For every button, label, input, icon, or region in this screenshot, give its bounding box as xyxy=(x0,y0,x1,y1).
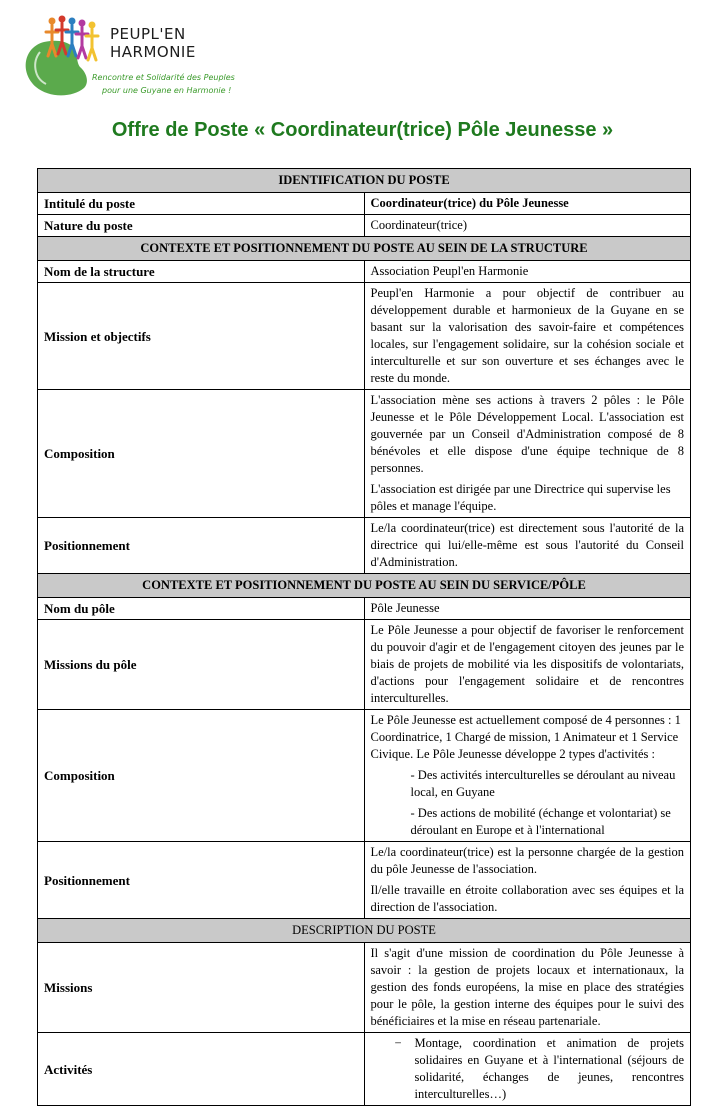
row-value xyxy=(364,1033,691,1106)
logo-emblem xyxy=(14,12,114,102)
section-row xyxy=(38,919,691,943)
section-contexte-service: CONTEXTE ET POSITIONNEMENT DU POSTE AU SEIN DU SERVICE/PÔLE xyxy=(38,574,691,598)
section-row xyxy=(38,237,691,261)
row-value xyxy=(364,842,691,919)
section-contexte-structure: CONTEXTE ET POSITIONNEMENT DU POSTE AU SEIN DE LA STRUCTURE xyxy=(38,237,691,261)
row-value: Il s'agit d'une mission de coordination du Pôle Jeunesse à savoir : la gestion de projets locaux et internationaux, la gestion des fonds européens, la mise en place des stratégies pour le pôle, la gestion interne des équipes pour le suivi des bénéficiaires et la mise en réseau partenariale. xyxy=(364,943,691,1033)
row-label: Intitulé du poste xyxy=(38,193,365,215)
table-row xyxy=(38,842,691,919)
row-value: Pôle Jeunesse xyxy=(364,598,691,620)
table-row xyxy=(38,598,691,620)
row-value: Peupl'en Harmonie a pour objectif de contribuer au développement durable et harmonieux de la Guyane en se basant sur la valorisation des savoir-faire et compétences locales, sur l'engagement solidaire, sur la cohésion sociale et interculturelle et sur son ouverture et ses échanges avec le reste du monde. xyxy=(364,283,691,390)
composition-intro: Le Pôle Jeunesse est actuellement composé de 4 personnes : 1 Coordinatrice, 1 Chargé de mission, 1 Animateur et 1 Service Civique. Le Pôle Jeunesse développe 2 types d'activités : xyxy=(370,713,681,761)
row-label: Nom de la structure xyxy=(38,261,365,283)
row-value: Association Peupl'en Harmonie xyxy=(364,261,691,283)
list-item: − Montage, coordination et animation de projets solidaires en Guyane et à l'international (séjours de solidarité, échanges de jeunes, rencontres interculturelles…) xyxy=(371,1035,685,1103)
list-item: - Des activités interculturelles se déroulant au niveau local, en Guyane xyxy=(410,768,676,799)
row-value xyxy=(364,390,691,518)
row-value: Coordinateur(trice) xyxy=(364,215,691,237)
row-label: Composition xyxy=(38,390,365,518)
composition-paragraph: L'association mène ses actions à travers 2 pôles : le Pôle Jeunesse et le Pôle Développement Local. L'association est gouvernée par un Conseil d'Administration composé de 8 bénévoles et elle dispose d'une équipe technique de 8 personnes. xyxy=(370,393,684,475)
row-value: Coordinateur(trice) du Pôle Jeunesse xyxy=(364,193,691,215)
row-label: Missions xyxy=(38,943,365,1033)
positionnement-paragraph: Il/elle travaille en étroite collaboration avec ses équipes et la direction de l'association. xyxy=(370,883,684,914)
row-value xyxy=(364,710,691,842)
row-value: Le Pôle Jeunesse a pour objectif de favoriser le renforcement du pouvoir d'agir et de l'engagement citoyen des jeunes par le biais de projets de mobilité via les dispositifs de volontariats, d'actions pour l'engagement solidaire et de rencontres interculturelles. xyxy=(364,620,691,710)
table-row xyxy=(38,193,691,215)
row-label: Missions du pôle xyxy=(38,620,365,710)
table-row xyxy=(38,518,691,574)
row-label: Mission et objectifs xyxy=(38,283,365,390)
row-label: Positionnement xyxy=(38,842,365,919)
row-label: Activités xyxy=(38,1033,365,1106)
table-row xyxy=(38,215,691,237)
positionnement-paragraph: Le/la coordinateur(trice) est la personne chargée de la gestion du pôle Jeunesse de l'association. xyxy=(370,845,684,876)
section-description: DESCRIPTION DU POSTE xyxy=(38,919,691,943)
logo-name-line2: HARMONIE xyxy=(110,43,196,61)
row-label: Positionnement xyxy=(38,518,365,574)
logo-tagline-1: Rencontre et Solidarité des Peuples xyxy=(92,73,235,82)
table-row xyxy=(38,390,691,518)
table-row xyxy=(38,261,691,283)
logo-name-line1: PEUPL'EN xyxy=(110,25,186,43)
section-identification: IDENTIFICATION DU POSTE xyxy=(38,169,691,193)
row-label: Nature du poste xyxy=(38,215,365,237)
table-row xyxy=(38,710,691,842)
section-row xyxy=(38,169,691,193)
row-label: Composition xyxy=(38,710,365,842)
table-row xyxy=(38,943,691,1033)
section-row xyxy=(38,574,691,598)
row-value: Le/la coordinateur(trice) est directement sous l'autorité de la directrice qui lui/elle-même est sous l'autorité du Conseil d'Administration. xyxy=(364,518,691,574)
list-item: - Des actions de mobilité (échange et volontariat) se déroulant en Europe et à l'international xyxy=(410,806,671,837)
page-title: Offre de Poste « Coordinateur(trice) Pôle Jeunesse » xyxy=(111,119,614,141)
job-offer-table xyxy=(37,168,691,1106)
table-row xyxy=(38,620,691,710)
organization-logo xyxy=(14,12,244,102)
table-row xyxy=(38,283,691,390)
logo-tagline-2: pour une Guyane en Harmonie ! xyxy=(102,86,232,95)
table-row xyxy=(38,1033,691,1106)
composition-paragraph: L'association est dirigée par une Directrice qui supervise les pôles et manage l'équipe. xyxy=(370,482,671,513)
row-label: Nom du pôle xyxy=(38,598,365,620)
